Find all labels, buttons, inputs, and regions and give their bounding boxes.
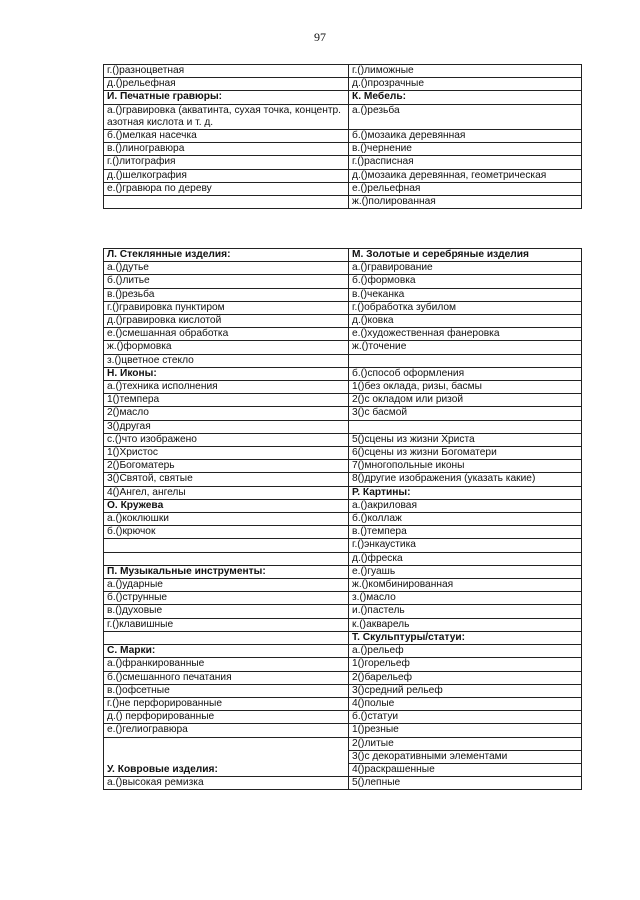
- cell-right: а.()рельеф: [349, 645, 582, 658]
- cell-right: к.()акварель: [349, 618, 582, 631]
- cell-left: б.()литье: [104, 275, 349, 288]
- cell-left: д.()гравировка кислотой: [104, 315, 349, 328]
- cell-right: 1()без оклада, ризы, басмы: [349, 381, 582, 394]
- cell-right: д.()мозаика деревянная, геометрическая: [349, 169, 582, 182]
- table-row: [104, 354, 582, 367]
- cell-left: [104, 552, 349, 565]
- cell-right: 2()барельеф: [349, 671, 582, 684]
- table-row: [104, 579, 582, 592]
- cell-left: а.()высокая ремизка: [104, 777, 349, 790]
- cell-right: з.()масло: [349, 592, 582, 605]
- table-row: [104, 539, 582, 552]
- cell-right: К. Мебель:: [349, 91, 582, 104]
- table-row: [104, 288, 582, 301]
- cell-left: 2()масло: [104, 407, 349, 420]
- table-row: [104, 104, 582, 129]
- cell-right: 3()с декоративными элементами: [349, 750, 582, 763]
- cell-right: г.()расписная: [349, 156, 582, 169]
- cell-left: г.()разноцветная: [104, 65, 349, 78]
- table-row: [104, 65, 582, 78]
- cell-left: е.()гравюра по дереву: [104, 182, 349, 195]
- cell-right: а.()акриловая: [349, 499, 582, 512]
- cell-left: И. Печатные гравюры:: [104, 91, 349, 104]
- cell-right: г.()обработка зубилом: [349, 301, 582, 314]
- cell-left: в.()резьба: [104, 288, 349, 301]
- table-row: [104, 182, 582, 195]
- cell-left: б.()струнные: [104, 592, 349, 605]
- table-row: [104, 499, 582, 512]
- cell-left: [104, 196, 349, 209]
- cell-right: ж.()точение: [349, 341, 582, 354]
- cell-right: 2()литые: [349, 737, 582, 750]
- cell-left: с.()что изображено: [104, 433, 349, 446]
- cell-right: б.()статуи: [349, 711, 582, 724]
- cell-left: в.()духовые: [104, 605, 349, 618]
- cell-left: С. Марки:: [104, 645, 349, 658]
- table-row: [104, 697, 582, 710]
- cell-right: ж.()полированная: [349, 196, 582, 209]
- table-row: [104, 777, 582, 790]
- cell-left: а.()техника исполнения: [104, 381, 349, 394]
- table-row: [104, 262, 582, 275]
- cell-right: 3()с басмой: [349, 407, 582, 420]
- table-row: [104, 460, 582, 473]
- cell-left: б.()мелкая насечка: [104, 130, 349, 143]
- cell-right: б.()мозаика деревянная: [349, 130, 582, 143]
- cell-right: е.()гуашь: [349, 565, 582, 578]
- table-row: [104, 565, 582, 578]
- table-row: [104, 381, 582, 394]
- section-heading-carpets: У. Ковровые изделия:: [104, 737, 349, 777]
- cell-right: 5()сцены из жизни Христа: [349, 433, 582, 446]
- cell-right: г.()энкаустика: [349, 539, 582, 552]
- cell-right: 5()лепные: [349, 777, 582, 790]
- cell-right: д.()фреска: [349, 552, 582, 565]
- table-row: [104, 526, 582, 539]
- table-row: [104, 301, 582, 314]
- cell-left: г.()гравировка пунктиром: [104, 301, 349, 314]
- cell-left: д.() перфорированные: [104, 711, 349, 724]
- table-row: [104, 433, 582, 446]
- cell-left: 4()Ангел, ангелы: [104, 486, 349, 499]
- cell-left: 1()темпера: [104, 394, 349, 407]
- cell-right: 4()полые: [349, 697, 582, 710]
- table-row: [104, 420, 582, 433]
- table-row: [104, 631, 582, 644]
- table-row: [104, 711, 582, 724]
- table-row: [104, 513, 582, 526]
- cell-left: а.()франкированные: [104, 658, 349, 671]
- cell-right: 7()многопольные иконы: [349, 460, 582, 473]
- table-row: [104, 78, 582, 91]
- table-row: [104, 486, 582, 499]
- table-row: [104, 394, 582, 407]
- cell-left: д.()шелкография: [104, 169, 349, 182]
- cell-left: ж.()формовка: [104, 341, 349, 354]
- table-row: [104, 249, 582, 262]
- table-row: [104, 724, 582, 737]
- cell-left: в.()офсетные: [104, 684, 349, 697]
- cell-right: а.()гравирование: [349, 262, 582, 275]
- cell-left: б.()смешанного печатания: [104, 671, 349, 684]
- form-table-2: [103, 248, 582, 790]
- cell-right: г.()лиможные: [349, 65, 582, 78]
- cell-right: [349, 354, 582, 367]
- cell-left: П. Музыкальные инструменты:: [104, 565, 349, 578]
- cell-left: г.()литография: [104, 156, 349, 169]
- table-row: [104, 407, 582, 420]
- table-row: [104, 143, 582, 156]
- table-row: [104, 169, 582, 182]
- cell-left: а.()ударные: [104, 579, 349, 592]
- cell-left: а.()коклюшки: [104, 513, 349, 526]
- table-row: [104, 196, 582, 209]
- cell-left: а.()дутье: [104, 262, 349, 275]
- cell-right: ж.()комбинированная: [349, 579, 582, 592]
- table-row: [104, 315, 582, 328]
- cell-right: а.()резьба: [349, 104, 582, 129]
- cell-left: г.()клавишные: [104, 618, 349, 631]
- cell-left: д.()рельефная: [104, 78, 349, 91]
- cell-right: 2()с окладом или ризой: [349, 394, 582, 407]
- form-table-1: [103, 64, 582, 209]
- table-row: [104, 592, 582, 605]
- cell-right: в.()темпера: [349, 526, 582, 539]
- table-row: [104, 671, 582, 684]
- cell-left: О. Кружева: [104, 499, 349, 512]
- cell-right: 1()резные: [349, 724, 582, 737]
- cell-left: [104, 539, 349, 552]
- table-row: [104, 275, 582, 288]
- cell-right: 3()средний рельеф: [349, 684, 582, 697]
- cell-right: Р. Картины:: [349, 486, 582, 499]
- cell-right: е.()рельефная: [349, 182, 582, 195]
- cell-left: [104, 631, 349, 644]
- table-row: [104, 447, 582, 460]
- cell-right: 1()горельеф: [349, 658, 582, 671]
- table-row: [104, 341, 582, 354]
- cell-right: д.()ковка: [349, 315, 582, 328]
- cell-left: е.()гелиогравюра: [104, 724, 349, 737]
- table-row: [104, 658, 582, 671]
- table-row: [104, 645, 582, 658]
- cell-left: 3()Святой, святые: [104, 473, 349, 486]
- table-row: [104, 618, 582, 631]
- cell-right: б.()коллаж: [349, 513, 582, 526]
- table-row: [104, 130, 582, 143]
- cell-right: б.()способ оформления: [349, 367, 582, 380]
- cell-right: в.()чеканка: [349, 288, 582, 301]
- cell-right: в.()чернение: [349, 143, 582, 156]
- cell-left: а.()гравировка (акватинта, сухая точка, концентр. азотная кислота и т. д.: [104, 104, 349, 129]
- cell-right: М. Золотые и серебряные изделия: [349, 249, 582, 262]
- cell-left: г.()не перфорированные: [104, 697, 349, 710]
- cell-right: е.()художественная фанеровка: [349, 328, 582, 341]
- cell-left: 3()другая: [104, 420, 349, 433]
- table-row: [104, 737, 582, 750]
- cell-right: 6()сцены из жизни Богоматери: [349, 447, 582, 460]
- cell-left: 1()Христос: [104, 447, 349, 460]
- table-row: [104, 684, 582, 697]
- table-row: [104, 552, 582, 565]
- cell-left: Н. Иконы:: [104, 367, 349, 380]
- cell-right: б.()формовка: [349, 275, 582, 288]
- cell-right: 4()раскрашенные: [349, 763, 582, 776]
- table-row: [104, 605, 582, 618]
- cell-right: 8()другие изображения (указать какие): [349, 473, 582, 486]
- cell-left: Л. Стеклянные изделия:: [104, 249, 349, 262]
- cell-left: 2()Богоматерь: [104, 460, 349, 473]
- cell-left: з.()цветное стекло: [104, 354, 349, 367]
- cell-right: и.()пастель: [349, 605, 582, 618]
- cell-right: [349, 420, 582, 433]
- table-row: [104, 328, 582, 341]
- table-row: [104, 156, 582, 169]
- table-row: [104, 473, 582, 486]
- page-number: 97: [314, 30, 326, 44]
- cell-left: в.()линогравюра: [104, 143, 349, 156]
- table-row: [104, 91, 582, 104]
- table-row: [104, 367, 582, 380]
- cell-right: Т. Скульптуры/статуи:: [349, 631, 582, 644]
- cell-left: е.()смешанная обработка: [104, 328, 349, 341]
- cell-right: д.()прозрачные: [349, 78, 582, 91]
- cell-left: б.()крючок: [104, 526, 349, 539]
